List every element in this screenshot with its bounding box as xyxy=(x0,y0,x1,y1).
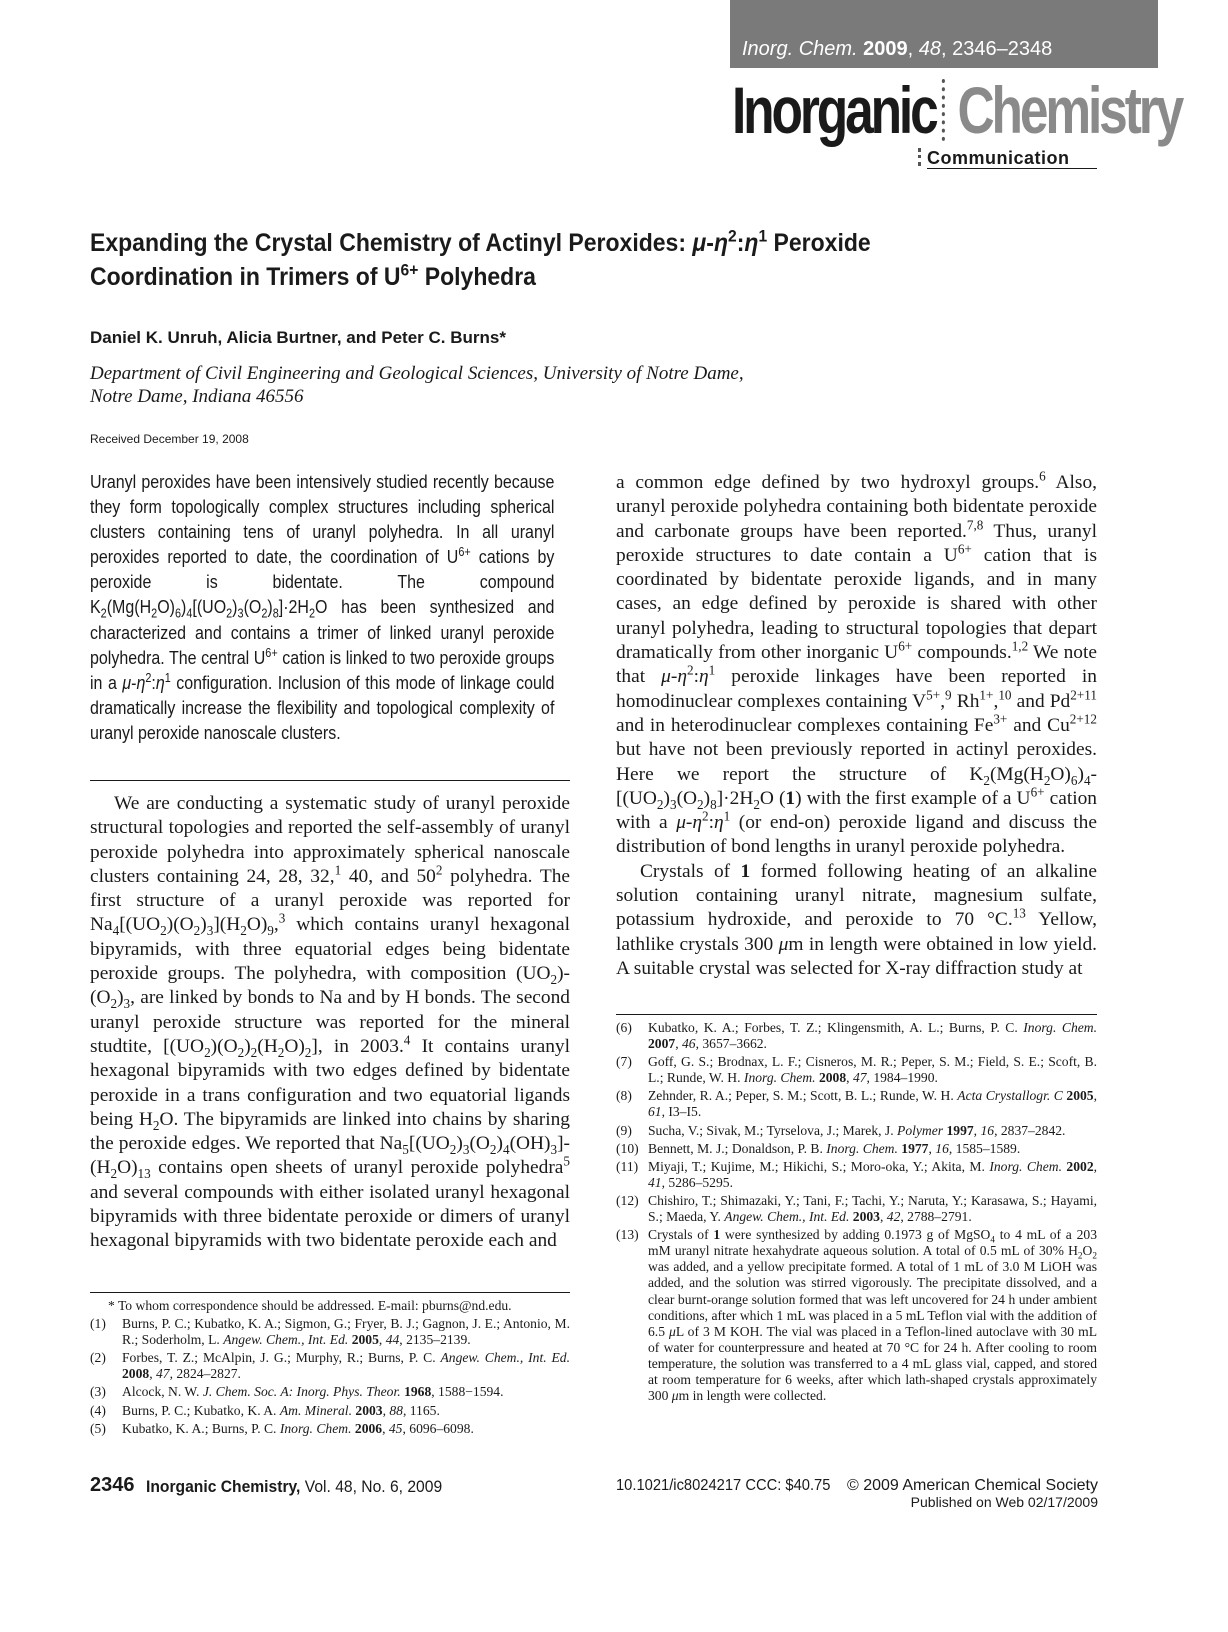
footnote-text: Chishiro, T.; Shimazaki, Y.; Tani, F.; Tachi, Y.; Naruta, Y.; Karasawa, S.; Hayami, S.; Maeda, Y. Angew. Chem., Int. Ed. 2003, 42, 2788–2791. xyxy=(648,1192,1097,1225)
footnotes-right xyxy=(616,1020,1097,1406)
footnote-text: Alcock, N. W. J. Chem. Soc. A: Inorg. Phys. Theor. 1968, 1588−1594. xyxy=(122,1384,504,1400)
footnote-item xyxy=(616,1193,1097,1225)
abstract: Uranyl peroxides have been intensively studied recently because they form topologically complex structures including spherical clusters containing tens of uranyl polyhedra. In all uranyl peroxides reported to date, the coordination of $U^{6+}$ cations by peroxide is bidentate. The compound $K_2(Mg(H_2O)_6)_4[(UO_2)_3(O_2)_8]\cdot 2H_2O$ has been synthesized and characterized and contains a trimer of linked uranyl peroxide polyhedra. The central $U^{6+}$ cation is linked to two peroxide groups in a $\mu-\eta^2:\eta^1$ configuration. Inclusion of this mode of linkage could dramatically increase the flexibility and topological complexity of uranyl peroxide nanoscale clusters. xyxy=(90,471,555,743)
footnote-number: (8) xyxy=(616,1088,632,1104)
footnote-item xyxy=(616,1123,1097,1139)
citation-year: 2009 xyxy=(863,38,908,60)
footnote-number: (12) xyxy=(616,1192,639,1208)
footnote-text: Forbes, T. Z.; McAlpin, J. G.; Murphy, R.; Burns, P. C. Angew. Chem., Int. Ed. 2008, 47, 2824–2827. xyxy=(122,1350,571,1382)
footnote-number: (11) xyxy=(616,1158,639,1174)
footnote-item xyxy=(616,1227,1097,1404)
footnote-text: Bennett, M. J.; Donaldson, P. B. Inorg. Chem. 1977, 16, 1585–1589. xyxy=(648,1140,1021,1156)
body-paragraph: We are conducting a systematic study of uranyl peroxide structural topologies and reported the self-assembly of uranyl peroxide polyhedra into approximately spherical nanoscale clusters containing 24, 28, 32,$^1$ 40, and $50^2$ polyhedra. The first structure of a uranyl peroxide was reported for $Na_4[(UO_2)(O_2)_3](H_2O)_9,^3$ which contains uranyl hexagonal bipyramids, with three equatorial edges being bidentate peroxide groups. The polyhedra, with composition $(UO_2)-(O_2)_3$, are linked by bonds to Na and by H bonds. The second uranyl peroxide structure was reported for the mineral studtite, $[(UO_2)(O_2)_2(H_2O)_2]$, in 2003.$^4$ It contains uranyl hexagonal bipyramids with two edges defined by bidentate peroxide in a trans configuration and two equatorial ligands being $H_2O$. The bipyramids are linked into chains by sharing the peroxide edges. We reported that $Na_5[(UO_2)_3(O_2)_4(OH)_3]-(H_2O)_{13}$ contains open sheets of uranyl peroxide polyhedra$^5$ and several compounds with either isolated uranyl hexagonal bipyramids with three bidentate peroxide or dimers of uranyl hexagonal bipyramids with two bidentate peroxide each and xyxy=(90,793,571,1252)
article-affiliation xyxy=(90,362,890,408)
article-authors: Daniel K. Unruh, Alicia Burtner, and Peter C. Burns* xyxy=(90,328,506,347)
footnote-number: (7) xyxy=(616,1054,632,1070)
logo-underline xyxy=(927,168,1097,169)
footnote-item xyxy=(90,1403,570,1419)
correspondence-note: * To whom correspondence should be addressed. E-mail: pburns@nd.edu. xyxy=(108,1298,512,1313)
logo-dotted-divider xyxy=(942,79,953,141)
footnote-list-right xyxy=(616,1020,1097,1404)
footnote-number: (6) xyxy=(616,1020,632,1035)
journal-citation: Inorg. Chem. 2009, 48, 2346–2348 xyxy=(742,38,1053,60)
footnote-number: (9) xyxy=(616,1122,632,1138)
footnote-text: Crystals of 1 were synthesized by adding 0.1973 g of MgSO$_4$ to 4 mL of a 203 mM uranyl nitrate hexahydrate aqueous solution. A total of 0.5 mL of 30% $H_2O_2$ was added, and a yellow precipitate formed. A total of 1 mL of 3.0 M LiOH was added, and the solution was stirred vigorously. The precipitate dissolved, and a clear burnt-orange solution formed that was left uncovered for 24 h under ambient conditions, after which 1 mL was placed in a 5 mL Teflon vial with the addition of 6.5 μL of 3 M KOH. The vial was placed in a Teflon-lined autoclave with 30 mL of water for counterpressure and heated at 70 °C for 24 h. After cooling to room temperature, the solution was transferred to a 4 mL glass vial, capped, and stored at room temperature for 6 weeks, after which lath-shaped crystals approximately 300 μm in length were collected. xyxy=(648,1227,1097,1404)
footnotes-left xyxy=(90,1298,570,1439)
footer-doi: 10.1021/ic8024217 CCC: $40.75 xyxy=(616,1477,831,1494)
footnote-item xyxy=(90,1421,570,1437)
footnote-item xyxy=(616,1088,1097,1120)
abstract-divider xyxy=(90,780,570,781)
footer-published-date: Published on Web 02/17/2009 xyxy=(910,1494,1098,1510)
footnote-item xyxy=(90,1384,570,1400)
footer-journal-issue: Vol. 48, No. 6, 2009 xyxy=(304,1477,443,1496)
logo-word-inorganic: Inorganic xyxy=(732,73,936,147)
footnote-item xyxy=(616,1141,1097,1157)
footnote-item xyxy=(616,1054,1097,1086)
footnote-text: Burns, P. C.; Kubatko, K. A. Am. Mineral. 2003, 88, 1165. xyxy=(122,1402,440,1418)
footnote-item xyxy=(90,1316,570,1348)
footnote-divider-left xyxy=(90,1292,570,1293)
footnote-text: Goff, G. S.; Brodnax, L. F.; Cisneros, M. R.; Peper, S. M.; Field, S. E.; Scoft, B. L.; Runde, W. H. Inorg. Chem. 2008, 47, 1984–1990. xyxy=(648,1054,1097,1086)
footer-journal xyxy=(146,1477,442,1497)
footnote-number: (4) xyxy=(90,1402,106,1418)
footnote-number: (1) xyxy=(90,1316,106,1332)
body-paragraph: a common edge defined by two hydroxyl groups.$^6$ Also, uranyl peroxide polyhedra containing both bidentate peroxide and carbonate groups have been reported.$^{7,8}$ Thus, uranyl peroxide structures to date contain a $U^{6+}$ cation that is coordinated by bidentate peroxide ligands, and in many cases, an edge defined by peroxide is shared with other uranyl polyhedra, leading to structural topologies that depart dramatically from other inorganic $U^{6+}$ compounds.$^{1,2}$ We note that $\mu-\eta^2:\eta^1$ peroxide linkages have been reported in homodinuclear complexes containing $V^{5+},^9$ $Rh^{1+},^{10}$ and $Pd^{2+11}$ and in heterodinuclear complexes containing $Fe^{3+}$ and $Cu^{2+12}$ but have not been previously reported in actinyl peroxides. Here we report the structure of $K_2(Mg(H_2O)_6)_4-[(UO_2)_3(O_2)_8]\cdot 2H_2O$ (1) with the first example of a $U^{6+}$ cation with a $\mu-\eta^2:\eta^1$ (or end-on) peroxide ligand and discuss the distribution of bond lengths in uranyl peroxide polyhedra. xyxy=(616,468,1097,858)
footnote-list-left xyxy=(90,1316,570,1437)
page-number: 2346 xyxy=(90,1474,135,1496)
footnote-text: Zehnder, R. A.; Peper, S. M.; Scott, B. L.; Runde, W. H. Acta Crystallogr. C 2005, 61, I3–I5. xyxy=(648,1088,1097,1120)
body-column-right xyxy=(616,468,1098,981)
body-column-left xyxy=(90,792,570,1254)
body-paragraph: Crystals of 1 formed following heating of an alkaline solution containing uranyl nitrate, magnesium sulfate, potassium hydroxide, and peroxide to 70 °C.$^{13}$ Yellow, lathlike crystals 300 μm in length were obtained in low yield. A suitable crystal was selected for X-ray diffraction study at xyxy=(616,860,1098,979)
footer-copyright: © 2009 American Chemical Society xyxy=(846,1477,1098,1494)
footnote-number: (2) xyxy=(90,1350,106,1366)
footnote-text: Sucha, V.; Sivak, M.; Tyrselova, J.; Marek, J. Polymer 1997, 16, 2837–2842. xyxy=(648,1122,1066,1138)
citation-journal: Inorg. Chem. xyxy=(742,38,858,60)
footnote-divider-right xyxy=(616,1014,1097,1015)
footnote-number: (5) xyxy=(90,1420,106,1436)
footnote-number: (13) xyxy=(616,1227,639,1243)
journal-logo xyxy=(732,74,1181,146)
article-title: Expanding the Crystal Chemistry of Actinyl Peroxides: $\mu-\eta^2:\eta^1$ Peroxide Coordination in Trimers of $U^{6+}$ Polyhedra xyxy=(90,226,871,291)
affiliation-line-2: Notre Dame, Indiana 46556 xyxy=(90,386,304,407)
footnote-text: Miyaji, T.; Kujime, M.; Hikichi, S.; Moro-oka, Y.; Akita, M. Inorg. Chem. 2002, 41, 5286–5295. xyxy=(648,1158,1098,1190)
citation-pages: 2346–2348 xyxy=(952,38,1053,60)
logo-section-label: Communication xyxy=(927,148,1070,168)
affiliation-line-1: Department of Civil Engineering and Geological Sciences, University of Notre Dame, xyxy=(90,363,744,384)
footnote-item xyxy=(90,1350,570,1382)
logo-sub-dotted-divider xyxy=(918,148,921,166)
footnote-text: Burns, P. C.; Kubatko, K. A.; Sigmon, G.; Fryer, B. J.; Gagnon, J. E.; Antonio, M. R.; Soderholm, L. Angew. Chem., Int. Ed. 2005, 44, 2135–2139. xyxy=(122,1316,570,1348)
footnote-item xyxy=(616,1159,1097,1191)
footnote-text: Kubatko, K. A.; Burns, P. C. Inorg. Chem. 2006, 45, 6096–6098. xyxy=(122,1420,474,1436)
received-date: Received December 19, 2008 xyxy=(90,432,249,446)
footnote-number: (3) xyxy=(90,1384,106,1400)
footer-journal-name: Inorganic Chemistry, xyxy=(146,1477,301,1496)
citation-volume: 48 xyxy=(918,38,942,60)
footnote-number: (10) xyxy=(616,1140,639,1156)
footnote-item xyxy=(616,1020,1097,1052)
logo-word-chemistry: Chemistry xyxy=(957,73,1182,147)
footnote-text: Kubatko, K. A.; Forbes, T. Z.; Klingensmith, A. L.; Burns, P. C. Inorg. Chem. 2007, 46, 3657–3662. xyxy=(648,1020,1097,1052)
